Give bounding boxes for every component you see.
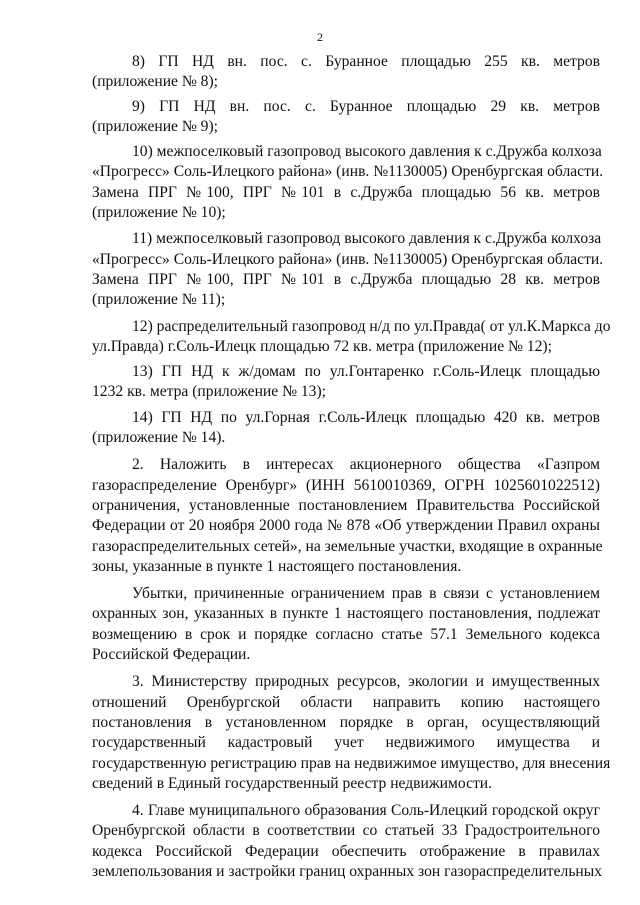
text-line: газораспределительных сетей», на земельные участки, входящие в охранные — [92, 537, 603, 555]
text-line: (приложение № 8); — [92, 73, 218, 91]
text-line: Замена ПРГ №100, ПРГ №101 в с.Дружба площадью 56 кв. метров — [92, 183, 600, 201]
text-line: 9) ГП НД вн. пос. с. Буранное площадью 29 кв. метров — [132, 97, 600, 115]
paragraph — [92, 584, 600, 665]
text-line: ограничения, установленные постановлением Правительства Российской — [92, 496, 600, 514]
body-text — [92, 52, 611, 882]
text-line: Российской Федерации. — [92, 646, 251, 664]
paragraph — [92, 317, 611, 358]
text-line: постановления в установленном порядке в орган, осуществляющий — [92, 713, 600, 731]
text-line: Федерации от 20 ноября 2000 года № 878 «Об утверждении Правил охраны — [92, 517, 600, 535]
text-line: сведений в Единый государственный реестр недвижимости. — [92, 774, 493, 792]
text-line: 2. Наложить в интересах акционерного общества «Газпром — [132, 456, 600, 474]
text-line: газораспределение Оренбург» (ИНН 5610010369, ОГРН 1025601022512) — [92, 476, 600, 494]
paragraph — [92, 142, 604, 223]
text-line: 3. Министерству природных ресурсов, экологии и имущественных — [132, 673, 600, 691]
text-line: зоны, указанные в пункте 1 настоящего постановления. — [92, 557, 462, 575]
text-line: (приложение № 11); — [92, 291, 226, 309]
text-line: возмещению в срок и порядке согласно статье 57.1 Земельного кодекса — [92, 625, 600, 643]
paragraph — [92, 455, 603, 577]
text-line: 13) ГП НД к ж/домам по ул.Гонтаренко г.Соль-Илецк площадью — [132, 363, 600, 381]
text-line: отношений Оренбургской области направить копию настоящего — [92, 693, 600, 711]
paragraph — [92, 801, 603, 882]
text-line: 14) ГП НД по ул.Горная г.Соль-Илецк площадью 420 кв. метров — [132, 408, 600, 426]
paragraph — [92, 408, 600, 449]
text-line: кодекса Российской Федерации обеспечить отображение в правилах — [92, 842, 600, 860]
text-line: государственный кадастровый учет недвижимого имущества и — [92, 734, 600, 752]
text-line: государственную регистрацию прав на недвижимое имущество, для внесения — [92, 754, 611, 772]
paragraph — [92, 229, 604, 310]
text-line: 1232 кв. метра (приложение № 13); — [92, 383, 326, 401]
paragraph — [92, 672, 611, 794]
text-line: ул.Правда) г.Соль-Илецк площадью 72 кв. метра (приложение № 12); — [92, 337, 552, 355]
text-line: охранных зон, указанных в пункте 1 настоящего постановления, подлежат — [92, 605, 600, 623]
paragraph — [92, 97, 600, 138]
text-line: 10) межпоселковый газопровод высокого давления к с.Дружба колхоза — [132, 143, 602, 161]
text-line: Убытки, причиненные ограничением прав в связи с установлением — [132, 585, 600, 603]
text-line: «Прогресс» Соль-Илецкого района» (инв. №1130005) Оренбургская области. — [92, 250, 604, 268]
paragraph — [92, 52, 600, 93]
paragraph — [92, 362, 600, 403]
text-line: Замена ПРГ №100, ПРГ №101 в с.Дружба площадью 28 кв. метров — [92, 270, 600, 288]
text-line: 8) ГП НД вн. пос. с. Буранное площадью 255 кв. метров — [132, 53, 600, 70]
text-line: (приложение № 10); — [92, 204, 226, 222]
page-number: 2 — [317, 30, 323, 44]
text-line: 12) распределительный газопровод н/д по ул.Правда( от ул.К.Маркса до — [132, 317, 611, 335]
text-line: «Прогресс» Соль-Илецкого района» (инв. №1130005) Оренбургская области. — [92, 163, 604, 181]
text-line: (приложение № 9); — [92, 117, 218, 135]
text-line: Оренбургской области в соответствии со статьей 33 Градостроительного — [92, 822, 600, 840]
text-line: (приложение № 14). — [92, 429, 226, 447]
text-line: землепользования и застройки границ охранных зон газораспределительных — [92, 862, 603, 880]
text-line: 4. Главе муниципального образования Соль-Илецкий городской округ — [132, 802, 600, 820]
text-line: 11) межпоселковый газопровод высокого давления к с.Дружба колхоза — [132, 230, 602, 248]
